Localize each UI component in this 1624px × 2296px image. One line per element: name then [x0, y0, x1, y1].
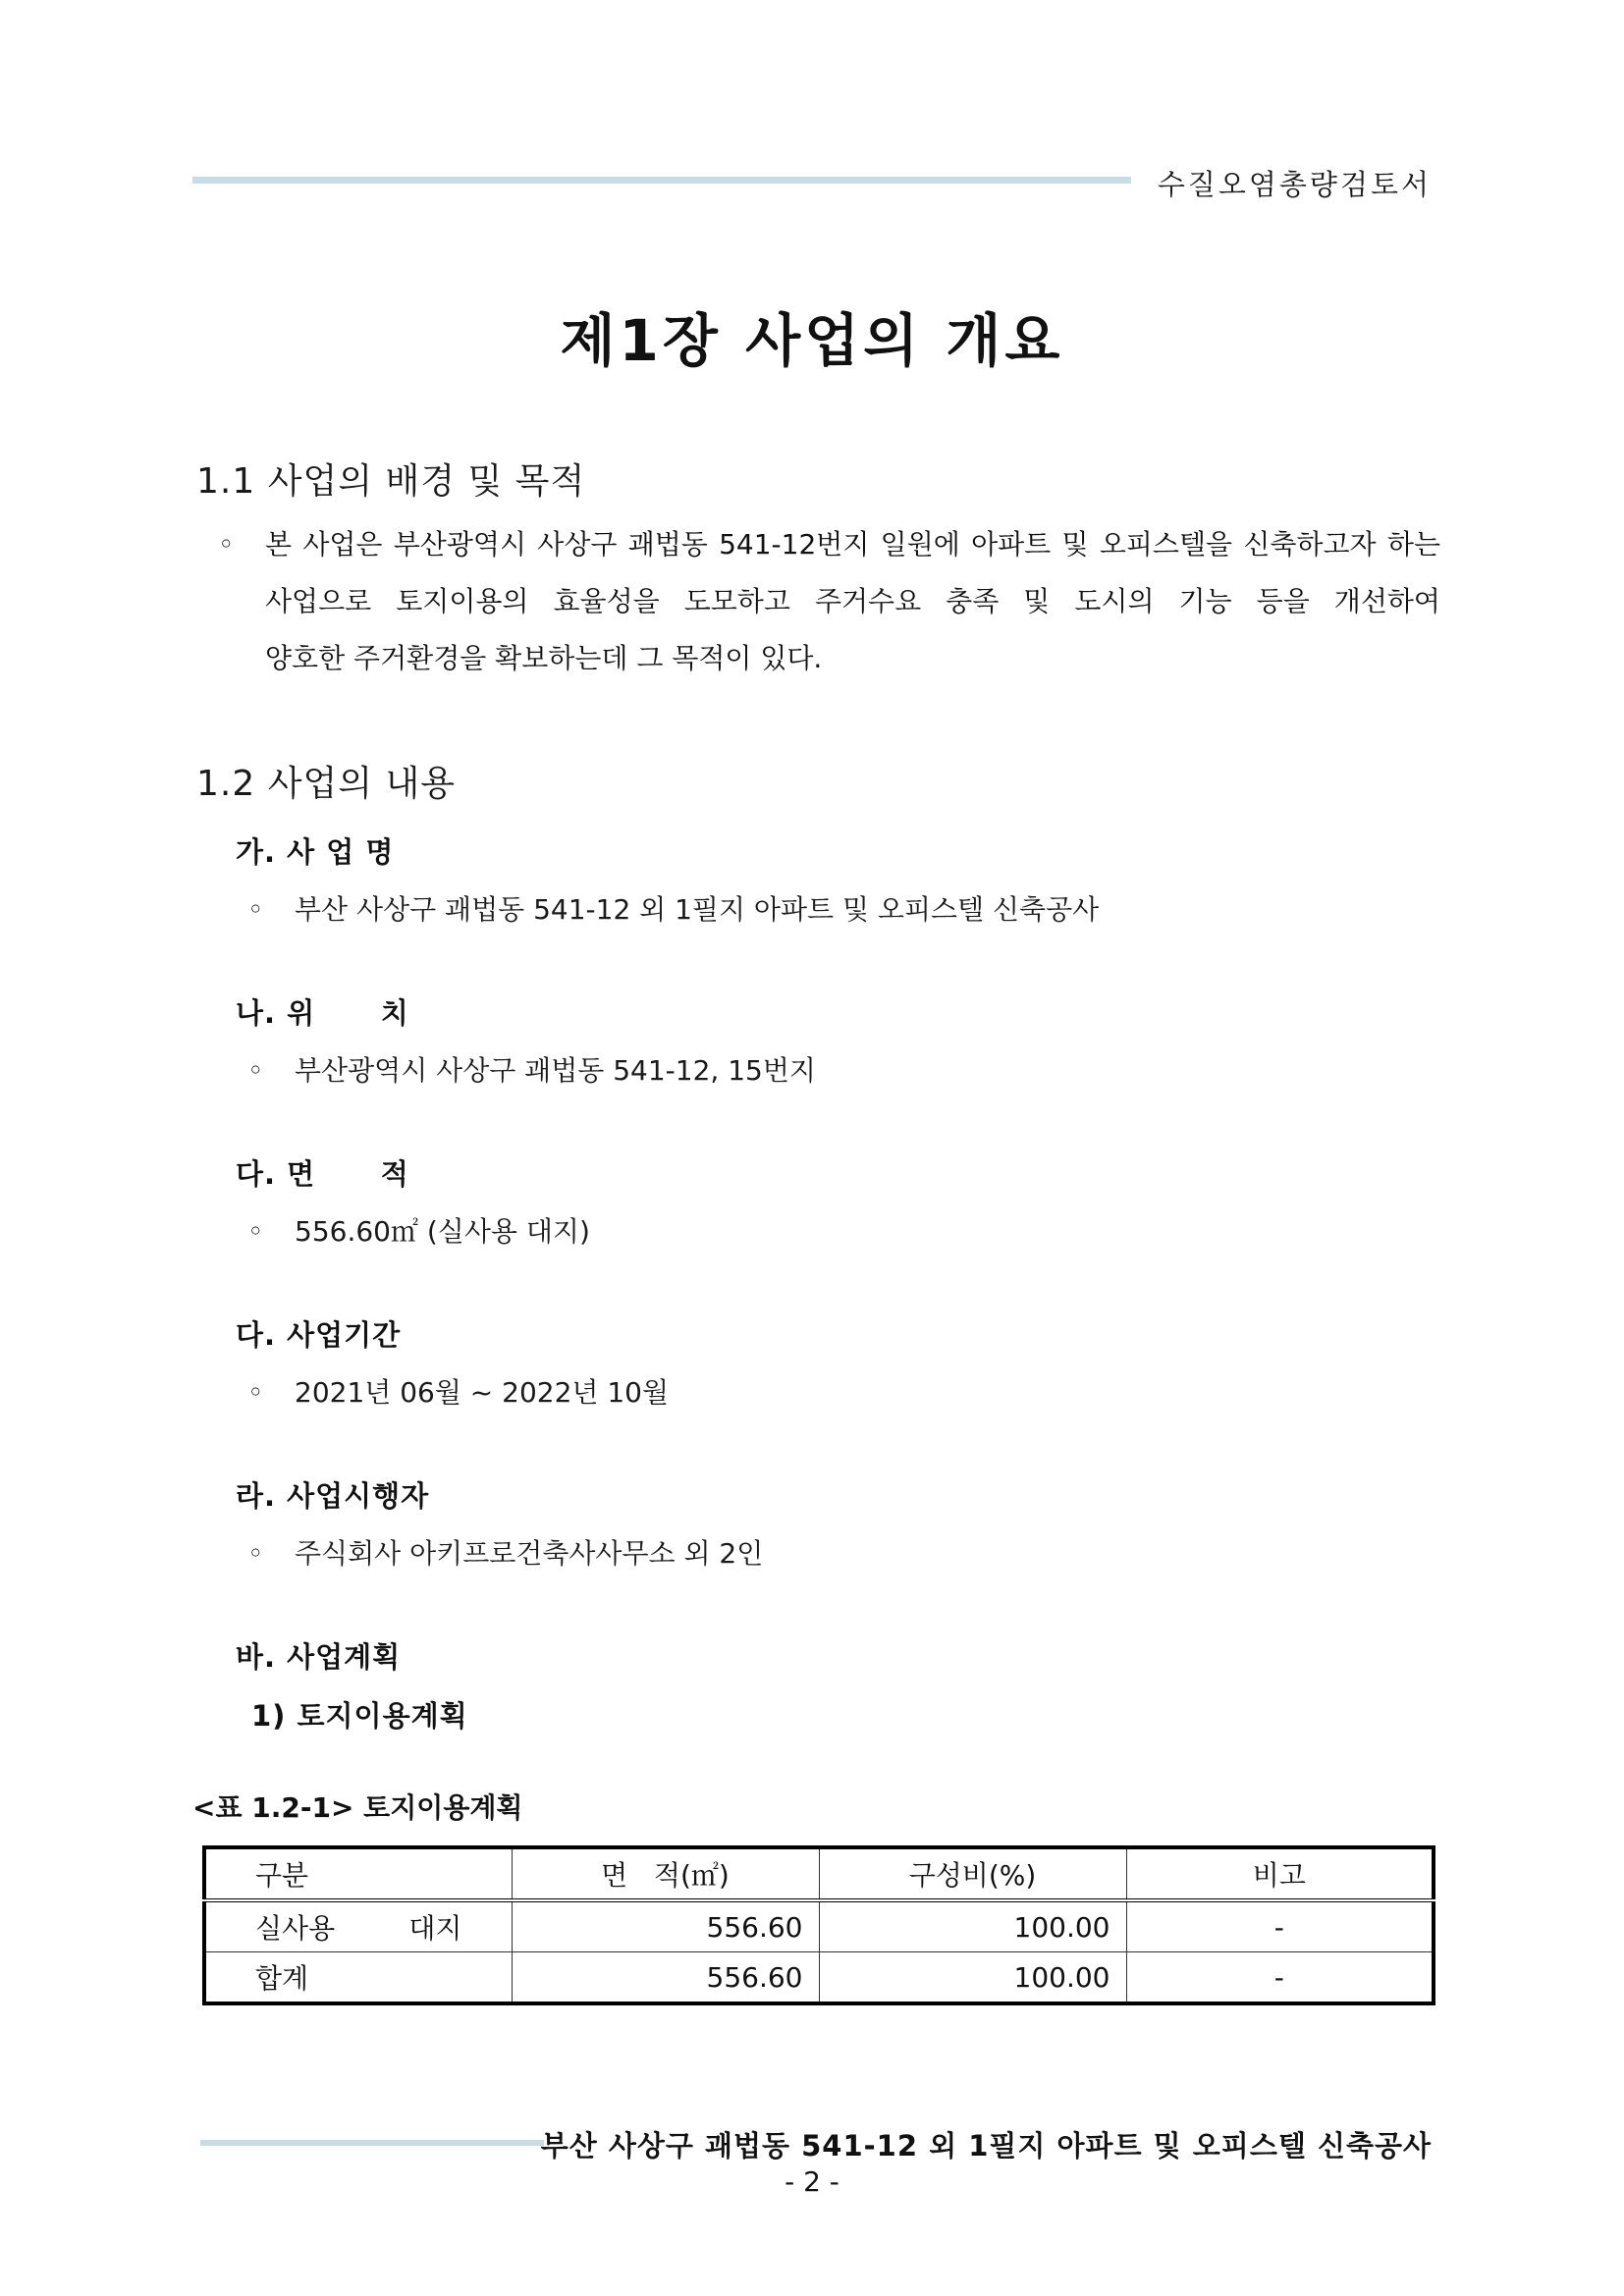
item-label-project-name: 가. 사 업 명	[236, 835, 395, 869]
table-row	[204, 1900, 1434, 1952]
bullet-marker: ◦	[218, 528, 235, 561]
item-label-project-plan: 바. 사업계획	[236, 1640, 402, 1674]
paragraph-line: 하는 사업으로 토지이용의 효율성을 도모하고 주거수요 충족 및 도시의 기능 등을 개선하여	[265, 528, 1440, 617]
document-type-header: 수질오염총량검토서	[1157, 168, 1432, 201]
footer-rule	[200, 2140, 544, 2146]
table-caption: <표 1.2-1> 토지이용계획	[192, 1791, 523, 1824]
item-value-period	[247, 1371, 669, 1411]
paragraph-line: 양호한 주거환경을 확보하는데 그 목적이 있다.	[265, 642, 823, 674]
column-header-remarks: 비고	[1126, 1847, 1434, 1900]
land-use-table	[202, 1845, 1435, 2005]
table-header-row	[204, 1847, 1434, 1900]
bullet-marker: ◦	[247, 1376, 264, 1409]
page-number: - 2 -	[785, 2165, 839, 2198]
item-value-text: 2021년 06월 ~ 2022년 10월	[295, 1376, 670, 1409]
item-value-project-name	[247, 888, 1099, 928]
item-label-location: 나. 위 치	[236, 996, 409, 1030]
bullet-marker: ◦	[247, 1054, 264, 1087]
chapter-title: 제1장 사업의 개요	[560, 307, 1064, 374]
cell-remarks: -	[1126, 1952, 1434, 2004]
bullet-marker: ◦	[247, 893, 264, 926]
bullet-marker: ◦	[247, 1537, 264, 1570]
footer-project-name: 부산 사상구 괘법동 541-12 외 1필지 아파트 및 오피스텔 신축공사	[540, 2129, 1432, 2163]
bullet-marker: ◦	[247, 1215, 264, 1248]
cell-category: 실사용 대지	[204, 1900, 512, 1952]
column-header-ratio: 구성비(%)	[819, 1847, 1126, 1900]
subheading-land-use-plan: 1) 토지이용계획	[251, 1699, 468, 1733]
item-value-operator	[247, 1532, 763, 1572]
cell-ratio: 100.00	[819, 1900, 1126, 1952]
item-label-period: 다. 사업기간	[236, 1318, 402, 1352]
item-value-text: 주식회사 아키프로건축사사무소 외 2인	[295, 1537, 764, 1570]
cell-remarks: -	[1126, 1900, 1434, 1952]
background-paragraph	[218, 516, 1440, 687]
cell-area: 556.60	[512, 1900, 819, 1952]
item-value-location	[247, 1049, 816, 1089]
header-rule	[192, 177, 1131, 184]
section-heading-1-2: 1.2 사업의 내용	[196, 764, 457, 804]
item-value-area	[247, 1210, 590, 1250]
cell-ratio: 100.00	[819, 1952, 1126, 2004]
column-header-area: 면 적(㎡)	[512, 1847, 819, 1900]
table-row	[204, 1952, 1434, 2004]
cell-area: 556.60	[512, 1952, 819, 2004]
column-header-category: 구분	[204, 1847, 512, 1900]
item-label-area: 다. 면 적	[236, 1157, 409, 1191]
cell-category: 합계	[204, 1952, 512, 2004]
item-value-text: 부산광역시 사상구 괘법동 541-12, 15번지	[295, 1054, 816, 1087]
item-value-text: 부산 사상구 괘법동 541-12 외 1필지 아파트 및 오피스텔 신축공사	[295, 893, 1100, 926]
paragraph-line: 본 사업은 부산광역시 사상구 괘법동 541-12번지 일원에 아파트 및 오피스텔을 신축하고자	[265, 528, 1377, 561]
item-value-text: 556.60㎡ (실사용 대지)	[295, 1215, 590, 1248]
item-label-operator: 라. 사업시행자	[236, 1479, 430, 1513]
section-heading-1-1: 1.1 사업의 배경 및 목적	[196, 461, 586, 502]
